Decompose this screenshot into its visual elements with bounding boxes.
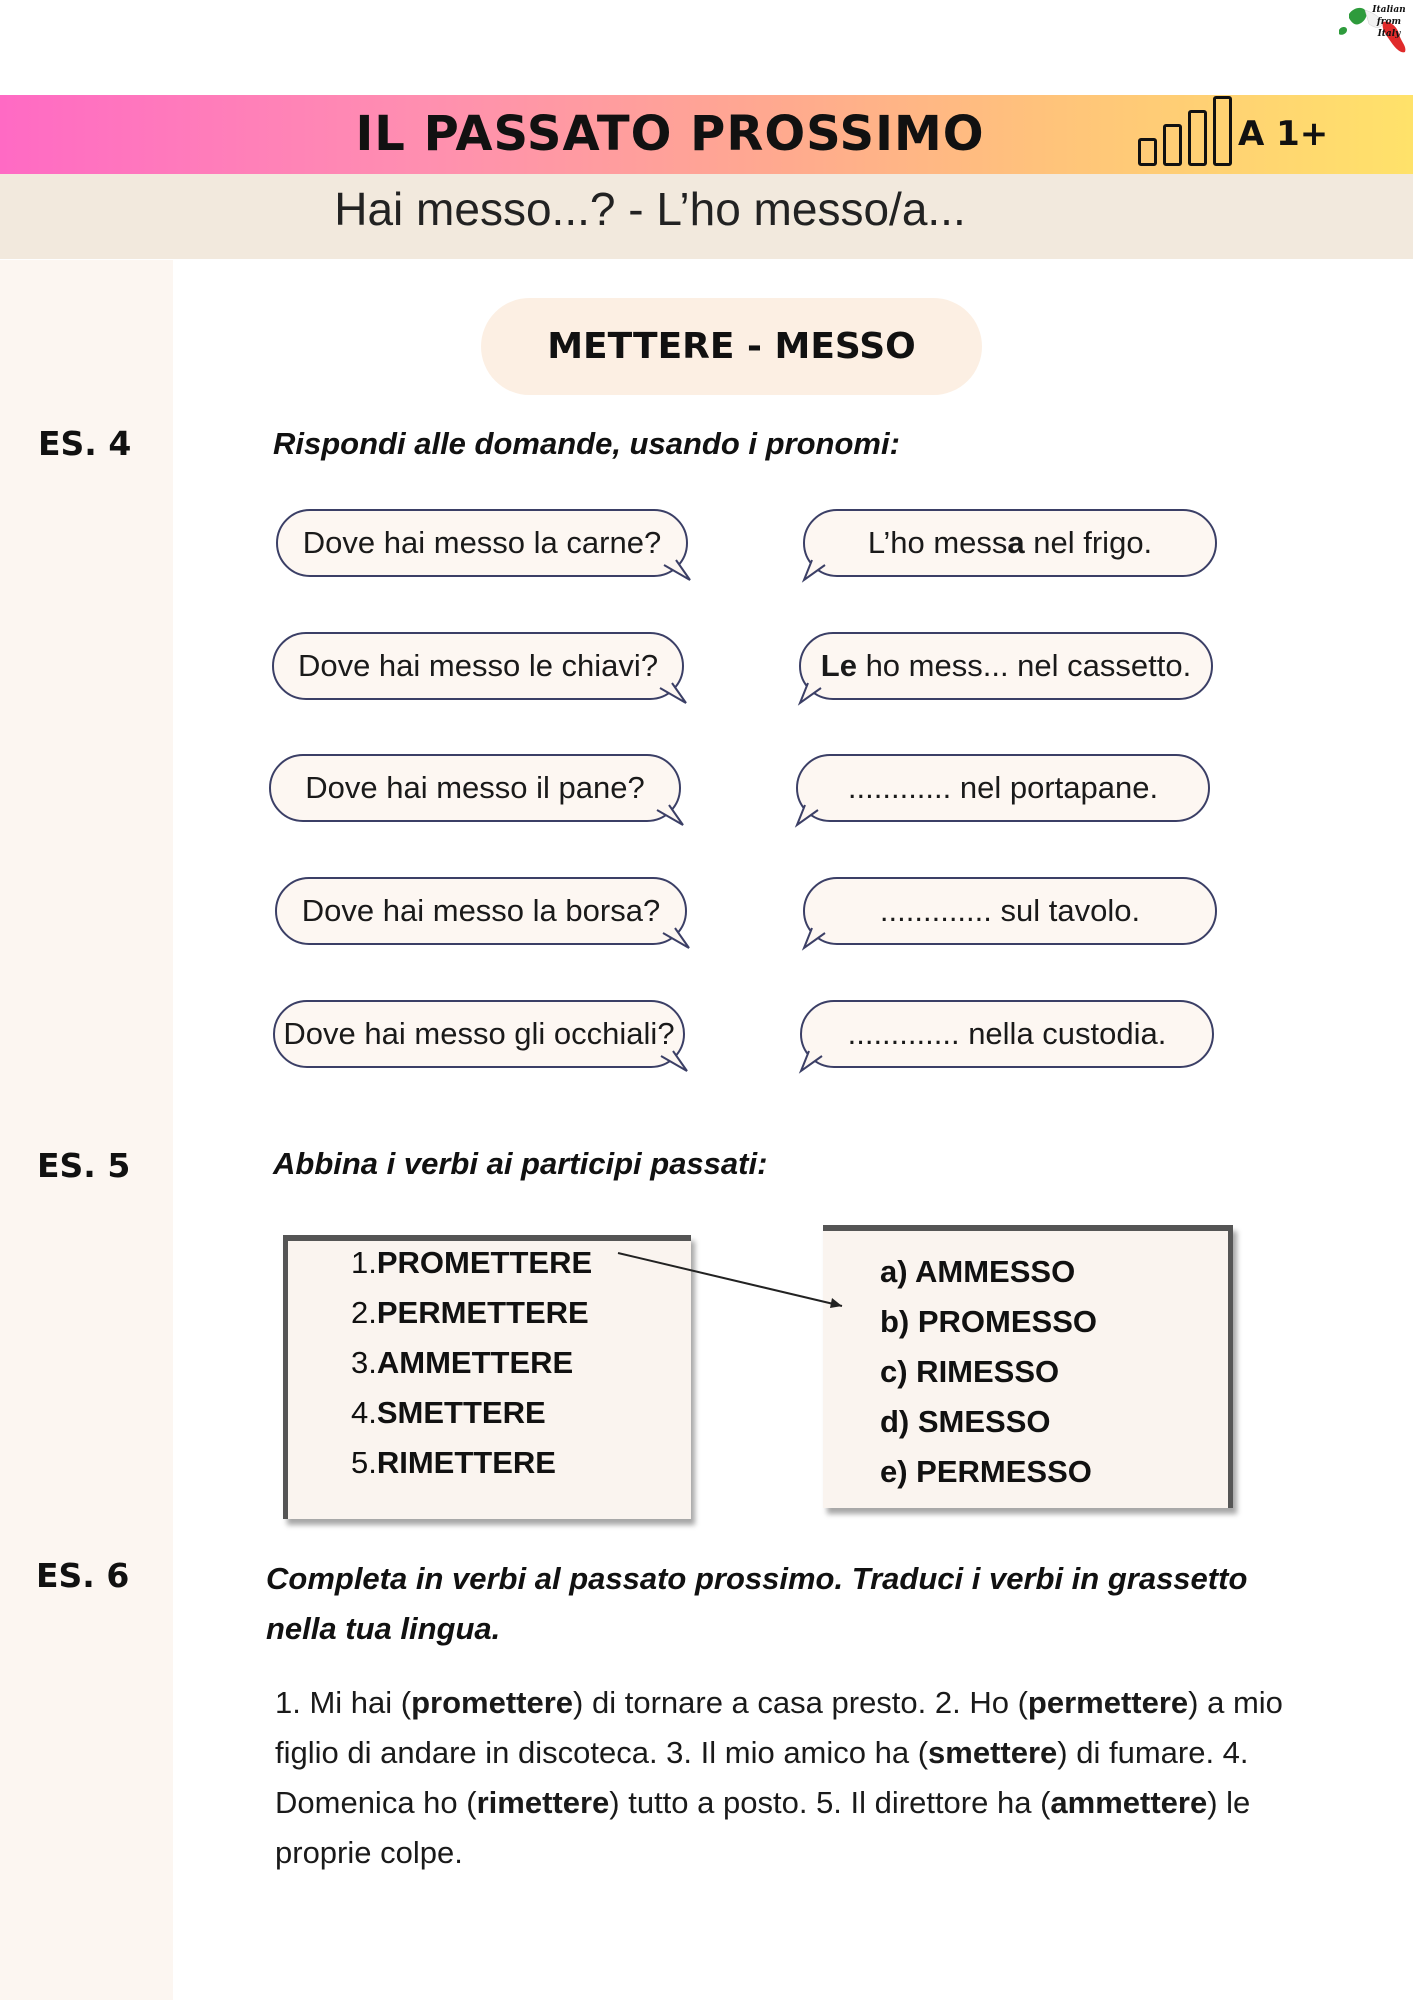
es4-instruction: Rispondi alle domande, usando i pronomi: [273, 426, 900, 461]
paragraph-text: ) a mio figlio di andare in discoteca. 3. Il mio amico ha ( [275, 1685, 1283, 1770]
participle-item: b) PROMESSO [880, 1304, 1098, 1339]
verb-item: 3.AMMETTERE [351, 1345, 574, 1380]
es6-instruction: Completa in verbi al passato prossimo. Traduci i verbi in grassetto nella tua lingua. [266, 1561, 1248, 1646]
bold-verb: promettere [411, 1685, 574, 1720]
paragraph-text: ) le proprie colpe. [275, 1785, 1251, 1870]
participle-item: d) SMESSO [880, 1404, 1051, 1439]
participle-item: a) AMMESSO [880, 1254, 1076, 1289]
bold-verb: ammettere [1050, 1785, 1208, 1820]
es5-label: ES. 5 [37, 1146, 131, 1185]
answer-bubble: ............. sul tavolo. [803, 877, 1217, 945]
question-bubble: Dove hai messo il pane? [269, 754, 681, 822]
answer-bubble: Le ho mess... nel cassetto. [799, 632, 1213, 700]
paragraph-text: ) di tornare a casa presto. 2. Ho ( [573, 1685, 1028, 1720]
page-title: IL PASSATO PROSSIMO [355, 106, 985, 162]
page-subtitle: Hai messo...? - L’ho messo/a... [334, 183, 966, 235]
participle-item: c) RIMESSO [880, 1354, 1060, 1389]
verb-item: 1.PROMETTERE [351, 1245, 593, 1280]
paragraph-text: ) di fumare. 4. Domenica ho ( [275, 1735, 1249, 1820]
es6-paragraph [275, 1678, 1285, 1878]
es6-label: ES. 6 [36, 1556, 130, 1595]
answer-bubble: ............ nel portapane. [796, 754, 1210, 822]
answer-bubble: L’ho messa nel frigo. [803, 509, 1217, 577]
bold-verb: smettere [928, 1735, 1058, 1770]
question-bubble: Dove hai messo la borsa? [275, 877, 687, 945]
es5-instruction: Abbina i verbi ai participi passati: [273, 1146, 768, 1181]
question-bubble: Dove hai messo la carne? [276, 509, 688, 577]
paragraph-text: 1. Mi hai ( [275, 1685, 412, 1720]
verb-item: 2.PERMETTERE [351, 1295, 589, 1330]
question-bubble: Dove hai messo le chiavi? [272, 632, 684, 700]
logo-text: Italian from Italy [1372, 5, 1406, 39]
verb-item: 5.RIMETTERE [351, 1445, 556, 1480]
participle-item: e) PERMESSO [880, 1454, 1092, 1489]
verb-pill: METTERE - MESSO [481, 298, 982, 395]
paragraph-text: ) tutto a posto. 5. Il direttore ha ( [609, 1785, 1051, 1820]
bold-verb: rimettere [476, 1785, 610, 1820]
bold-verb: permettere [1027, 1685, 1189, 1720]
verb-item: 4.SMETTERE [351, 1395, 546, 1430]
es4-label: ES. 4 [38, 424, 132, 463]
level-label: A 1+ [1238, 114, 1329, 154]
question-bubble: Dove hai messo gli occhiali? [273, 1000, 685, 1068]
answer-bubble: ............. nella custodia. [800, 1000, 1214, 1068]
